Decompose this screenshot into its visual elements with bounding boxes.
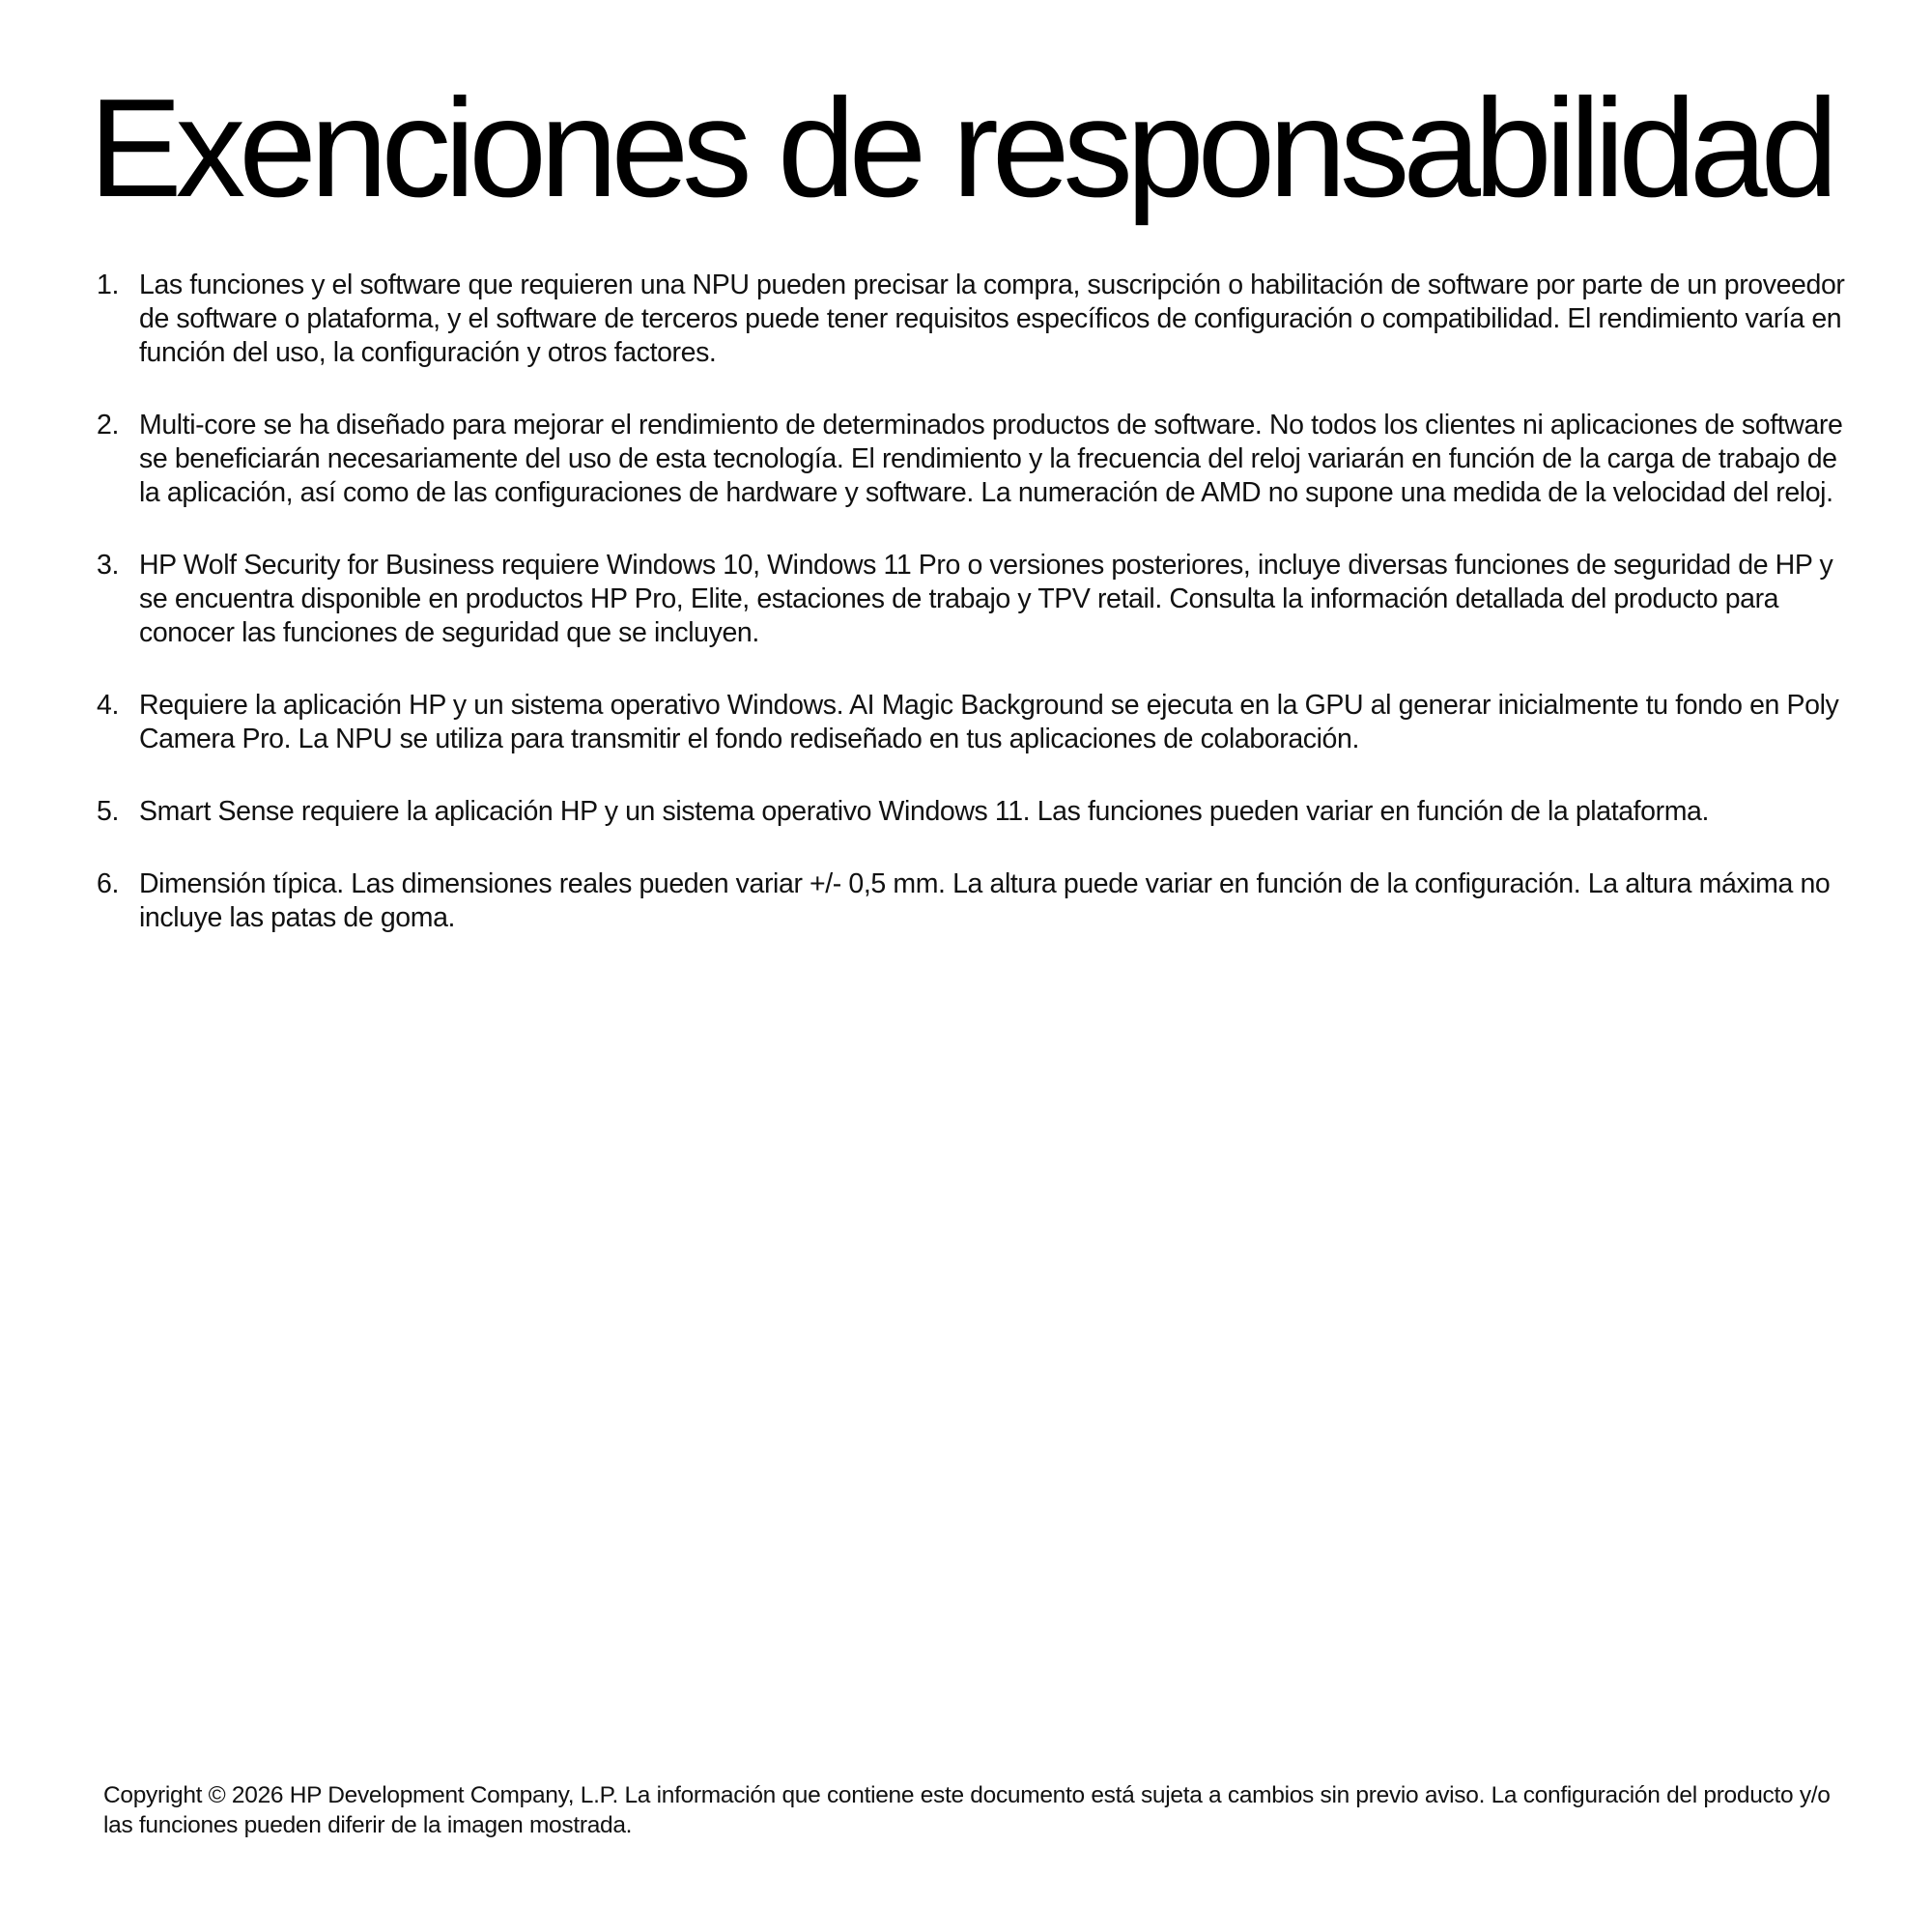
disclaimer-number: 1. bbox=[97, 270, 119, 300]
disclaimer-item-5 bbox=[97, 795, 1855, 829]
disclaimer-item-6 bbox=[97, 867, 1855, 935]
disclaimer-text: HP Wolf Security for Business requiere Windows 10, Windows 11 Pro o versiones posteriores, incluye diversas funciones de seguridad de HP y se encuentra disponible en productos HP Pro, Elite, estaciones de trabajo y TPV retail. Consulta la información detallada del producto para conocer las funciones de seguridad que se incluyen. bbox=[139, 550, 1833, 648]
disclaimer-item-2 bbox=[97, 409, 1855, 510]
disclaimer-number: 2. bbox=[97, 410, 119, 440]
copyright-footer: Copyright © 2026 HP Development Company, L.P. La información que contiene este documento está sujeta a cambios sin previo aviso. La configuración del producto y/o las funciones pueden diferir de la imagen mostrada. bbox=[103, 1782, 1831, 1838]
disclaimer-text: Las funciones y el software que requieren una NPU pueden precisar la compra, suscripción o habilitación de software por parte de un proveedor de software o plataforma, y el software de terceros puede tener requisitos específicos de configuración o compatibilidad. El rendimiento varía en función del uso, la configuración y otros factores. bbox=[139, 270, 1845, 368]
disclaimer-number: 4. bbox=[97, 690, 119, 721]
disclaimer-number: 5. bbox=[97, 796, 119, 827]
page-title: Exenciones de responsabilidad bbox=[89, 70, 1833, 226]
disclaimer-item-1 bbox=[97, 269, 1855, 370]
disclaimer-number: 6. bbox=[97, 868, 119, 899]
disclaimer-list bbox=[97, 269, 1855, 974]
disclaimer-item-4 bbox=[97, 689, 1855, 756]
disclaimer-text: Smart Sense requiere la aplicación HP y un sistema operativo Windows 11. Las funciones pueden variar en función de la plataforma. bbox=[139, 796, 1710, 827]
disclaimer-text: Dimensión típica. Las dimensiones reales pueden variar +/- 0,5 mm. La altura puede variar en función de la configuración. La altura máxima no incluye las patas de goma. bbox=[139, 868, 1831, 933]
disclaimer-item-3 bbox=[97, 549, 1855, 650]
disclaimer-text: Multi-core se ha diseñado para mejorar el rendimiento de determinados productos de software. No todos los clientes ni aplicaciones de software se beneficiarán necesariamente del uso de esta tecnología. El rendimiento y la frecuencia del reloj variarán en función de la carga de trabajo de la aplicación, así como de las configuraciones de hardware y software. La numeración de AMD no supone una medida de la velocidad del reloj. bbox=[139, 410, 1843, 508]
disclaimer-number: 3. bbox=[97, 550, 119, 581]
disclaimer-text: Requiere la aplicación HP y un sistema operativo Windows. AI Magic Background se ejecuta en la GPU al generar inicialmente tu fondo en Poly Camera Pro. La NPU se utiliza para transmitir el fondo rediseñado en tus aplicaciones de colaboración. bbox=[139, 690, 1839, 754]
